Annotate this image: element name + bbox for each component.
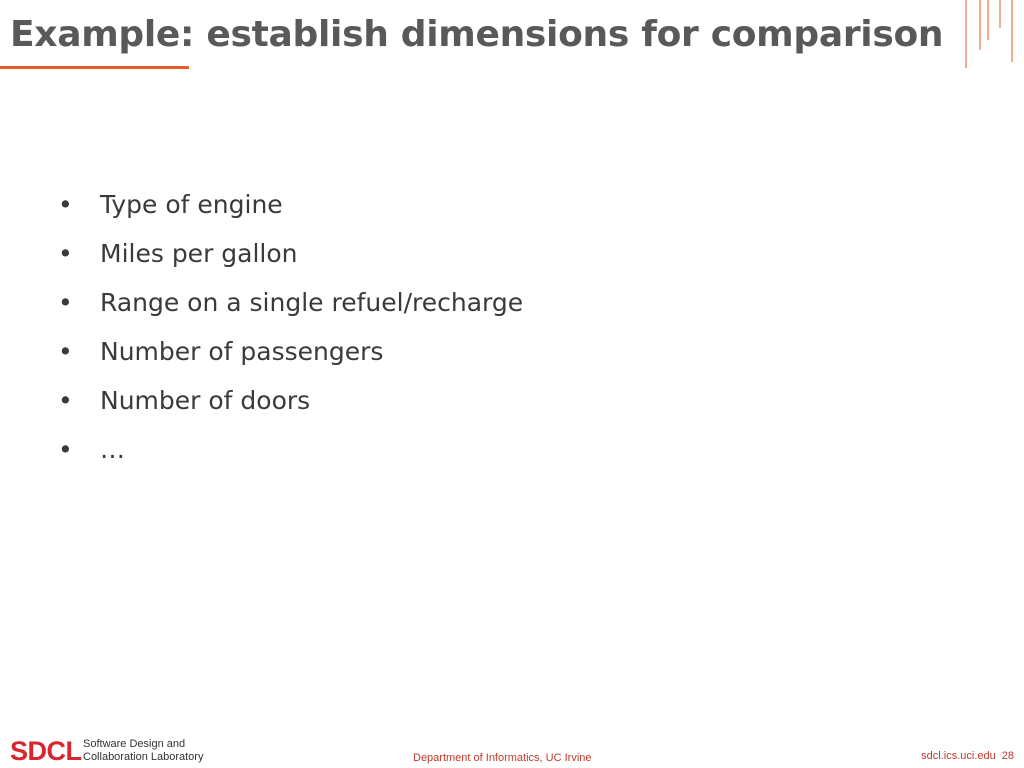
slide-title: Example: establish dimensions for comparison [10, 14, 944, 55]
bullet-item [58, 282, 523, 331]
logo-text [83, 738, 203, 764]
bullet-dot: • [58, 288, 73, 317]
bullet-dot: • [58, 337, 73, 366]
bullet-text: Miles per gallon [100, 239, 298, 268]
logo-line-2: Collaboration Laboratory [83, 751, 204, 763]
bullet-dot: • [58, 435, 73, 464]
footer-department: Department of Informatics, UC Irvine [413, 752, 592, 764]
bullet-item [58, 380, 523, 429]
footer-site: sdcl.ics.uci.edu [921, 750, 996, 762]
bullet-text: Number of doors [100, 386, 311, 415]
logo-mark: SDCL [10, 736, 82, 766]
bullet-list [58, 184, 523, 478]
bullet-dot: • [58, 239, 73, 268]
footer-right [921, 749, 1014, 763]
bullet-text: Range on a single refuel/recharge [100, 288, 524, 317]
bullet-text: … [100, 435, 125, 464]
bullet-item [58, 429, 523, 478]
bullet-item [58, 184, 523, 233]
bullet-text: Number of passengers [100, 337, 384, 366]
title-underline [0, 66, 189, 69]
page-number: 28 [1001, 750, 1014, 762]
logo-line-1: Software Design and [83, 738, 186, 750]
bullet-text: Type of engine [100, 190, 283, 219]
bullet-item [58, 233, 523, 282]
bullet-dot: • [58, 190, 73, 219]
decorative-lines [960, 0, 1024, 72]
bullet-dot: • [58, 386, 73, 415]
bullet-item [58, 331, 523, 380]
